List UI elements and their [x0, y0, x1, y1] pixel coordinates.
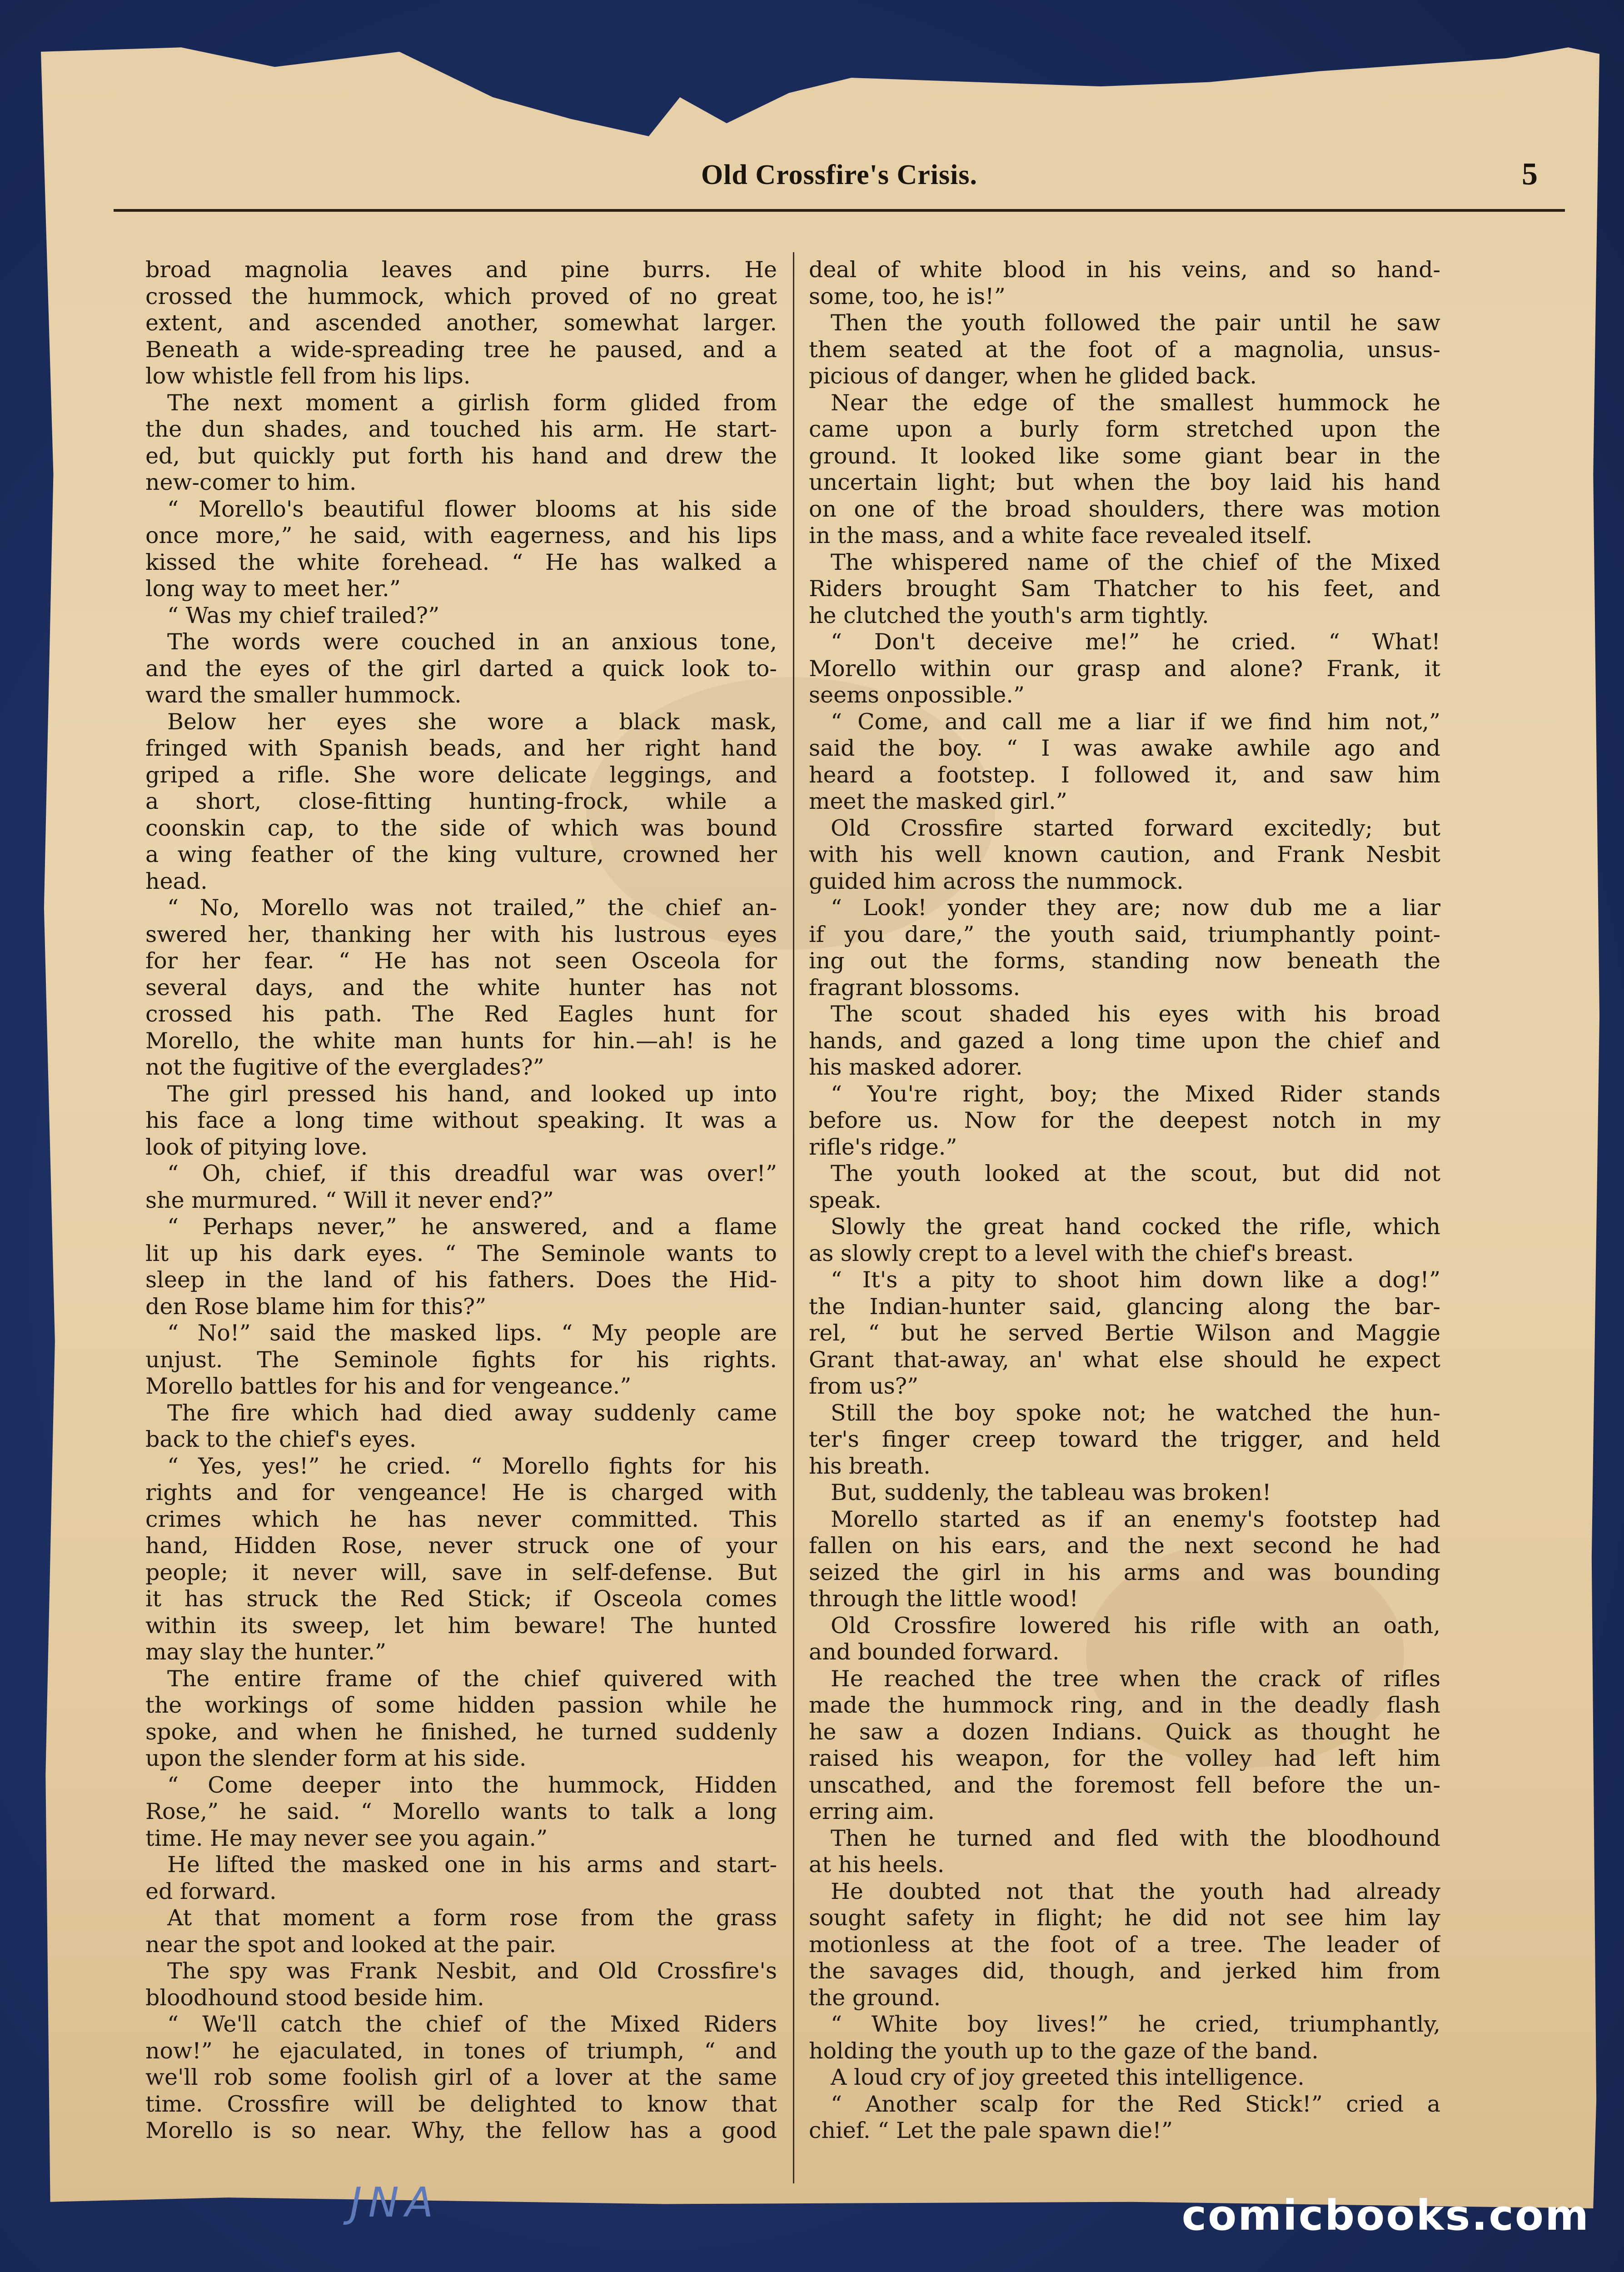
text-line: rights and for vengeance! He is charged with	[145, 1480, 777, 1505]
text-column-left	[145, 257, 777, 2183]
text-line: “ We'll catch the chief of the Mixed Riders	[167, 2011, 777, 2037]
text-line: kissed the white forehead. “ He has walked a	[145, 549, 777, 575]
text-line: “ No, Morello was not trailed,” the chief an-	[167, 895, 777, 921]
text-line: coonskin cap, to the side of which was bound	[145, 815, 777, 841]
text-line: ground. It looked like some giant bear in the	[809, 443, 1440, 469]
text-line: sought safety in flight; he did not see him lay	[809, 1905, 1440, 1931]
text-line: “ Yes, yes!” he cried. “ Morello fights for his	[167, 1453, 777, 1479]
text-line: ter's finger creep toward the trigger, and held	[809, 1426, 1440, 1452]
body-text	[145, 257, 1450, 2183]
text-line: head.	[145, 868, 208, 894]
text-line: the dun shades, and touched his arm. He start-	[145, 416, 777, 442]
text-line: fallen on his ears, and the next second he had	[809, 1533, 1440, 1559]
text-line: long way to meet her.”	[145, 576, 401, 602]
text-line: heard a footstep. I followed it, and saw him	[809, 762, 1440, 788]
text-line: through the little wood!	[809, 1586, 1079, 1612]
text-line: may slay the hunter.”	[145, 1639, 387, 1665]
text-line: crossed his path. The Red Eagles hunt for	[145, 1001, 777, 1027]
text-line: den Rose blame him for this?”	[145, 1293, 487, 1320]
text-line: “ White boy lives!” he cried, triumphantly,	[831, 2011, 1440, 2037]
text-line: The scout shaded his eyes with his broad	[831, 1001, 1440, 1027]
text-line: once more,” he said, with eagerness, and his lips	[145, 523, 777, 548]
text-line: sleep in the land of his fathers. Does the Hid-	[145, 1267, 777, 1293]
text-line: holding the youth up to the gaze of the band.	[809, 2038, 1319, 2064]
text-line: on one of the broad shoulders, there was motion	[809, 496, 1440, 522]
text-line: the ground.	[809, 1984, 941, 2011]
text-line: Old Crossfire started forward excitedly; but	[831, 815, 1440, 841]
text-line: his face a long time without speaking. It was a	[145, 1107, 777, 1133]
text-line: she murmured. “ Will it never end?”	[145, 1187, 554, 1213]
text-line: a wing feather of the king vulture, crowned her	[145, 842, 777, 867]
text-line: erring aim.	[809, 1799, 935, 1824]
text-line: raised his weapon, for the volley had left him	[809, 1745, 1440, 1771]
text-line: made the hummock ring, and in the deadly flash	[809, 1692, 1440, 1718]
text-line: back to the chief's eyes.	[145, 1426, 417, 1452]
text-line: them seated at the foot of a magnolia, unsus-	[809, 336, 1440, 363]
text-line: time. He may never see you again.”	[145, 1825, 548, 1851]
text-line: it has struck the Red Stick; if Osceola comes	[145, 1586, 777, 1612]
text-line: extent, and ascended another, somewhat larger.	[145, 310, 777, 336]
text-line: Below her eyes she wore a black mask,	[167, 708, 777, 735]
text-line: low whistle fell from his lips.	[145, 363, 471, 389]
text-line: in the mass, and a white face revealed itself.	[809, 523, 1313, 548]
text-line: Morello battles for his and for vengeance.”	[145, 1373, 632, 1399]
text-line: The next moment a girlish form glided from	[167, 389, 777, 416]
text-line: for her fear. “ He has not seen Osceola for	[145, 948, 777, 974]
text-line: The fire which had died away suddenly came	[167, 1400, 777, 1426]
text-line: fragrant blossoms.	[809, 974, 1021, 1001]
text-line: A loud cry of joy greeted this intelligence.	[831, 2064, 1305, 2090]
text-line: picious of danger, when he glided back.	[809, 363, 1257, 389]
page-header	[114, 150, 1565, 214]
text-line: “ Come, and call me a liar if we find him not,”	[831, 708, 1440, 735]
text-line: “ Look! yonder they are; now dub me a liar	[831, 895, 1440, 921]
text-line: lit up his dark eyes. “ The Seminole wants to	[145, 1240, 777, 1266]
text-line: bloodhound stood beside him.	[145, 1984, 484, 2011]
text-line: Morello is so near. Why, the fellow has a good	[145, 2118, 777, 2143]
text-line: But, suddenly, the tableau was broken!	[831, 1480, 1271, 1505]
text-line: if you dare,” the youth said, triumphantly point-	[809, 921, 1440, 947]
text-line: “ Morello's beautiful flower blooms at his side	[167, 496, 777, 522]
text-line: and bounded forward.	[809, 1639, 1060, 1665]
text-line: The whispered name of the chief of the Mixed	[831, 549, 1440, 575]
text-line: The youth looked at the scout, but did not	[831, 1161, 1440, 1186]
column-rule	[793, 252, 794, 2183]
text-line: Riders brought Sam Thatcher to his feet, and	[809, 576, 1440, 602]
text-line: The spy was Frank Nesbit, and Old Crossfire's	[167, 1958, 777, 1984]
text-line: spoke, and when he finished, he turned suddenly	[145, 1719, 777, 1745]
text-line: “ Perhaps never,” he answered, and a flame	[167, 1214, 777, 1240]
text-line: “ It's a pity to shoot him down like a dog!”	[831, 1267, 1440, 1293]
text-line: The entire frame of the chief quivered with	[167, 1665, 777, 1692]
text-line: crossed the hummock, which proved of no great	[145, 283, 777, 309]
text-line: several days, and the white hunter has not	[145, 974, 777, 1001]
text-line: Then he turned and fled with the bloodhound	[831, 1825, 1440, 1851]
running-title: Old Crossfire's Crisis.	[701, 159, 977, 190]
text-line: “ Another scalp for the Red Stick!” cried a	[831, 2091, 1440, 2117]
text-line: ed, but quickly put forth his hand and drew the	[145, 443, 777, 469]
text-line: the workings of some hidden passion while he	[145, 1692, 777, 1718]
handwritten-initials: JNA	[350, 2179, 440, 2227]
text-line: hand, Hidden Rose, never struck one of your	[145, 1533, 777, 1559]
text-line: unjust. The Seminole fights for his rights.	[145, 1346, 777, 1373]
header-rule	[114, 209, 1565, 212]
text-line: “ No!” said the masked lips. “ My people are	[167, 1320, 777, 1346]
text-line: Then the youth followed the pair until he saw	[831, 310, 1440, 336]
text-line: ed forward.	[145, 1878, 277, 1904]
text-line: motionless at the foot of a tree. The leader of	[809, 1931, 1440, 1958]
text-line: before us. Now for the deepest notch in my	[809, 1107, 1440, 1133]
text-line: swered her, thanking her with his lustrous eyes	[145, 921, 777, 947]
text-line: as slowly crept to a level with the chief's breast.	[809, 1240, 1354, 1266]
text-line: near the spot and looked at the pair.	[145, 1931, 557, 1958]
text-line: The girl pressed his hand, and looked up into	[167, 1081, 777, 1107]
text-line: “ You're right, boy; the Mixed Rider stands	[831, 1081, 1440, 1107]
text-line: chief. “ Let the pale spawn die!”	[809, 2118, 1173, 2143]
text-line: seems onpossible.”	[809, 682, 1025, 708]
text-line: some, too, he is!”	[809, 283, 1006, 309]
text-line: deal of white blood in his veins, and so hand-	[809, 257, 1440, 283]
text-line: Still the boy spoke not; he watched the hun-	[831, 1400, 1440, 1426]
text-line: unscathed, and the foremost fell before the un-	[809, 1772, 1440, 1798]
text-line: rifle's ridge.”	[809, 1134, 957, 1160]
text-line: “ Oh, chief, if this dreadful war was over!”	[167, 1161, 777, 1186]
text-line: within its sweep, let him beware! The hunted	[145, 1612, 777, 1639]
text-line: Morello within our grasp and alone? Frank, it	[809, 655, 1440, 682]
text-line: we'll rob some foolish girl of a lover at the same	[145, 2064, 777, 2090]
text-line: seized the girl in his arms and was bounding	[809, 1559, 1440, 1585]
text-line: the Indian-hunter said, glancing along the bar-	[809, 1293, 1440, 1320]
text-line: guided him across the nummock.	[809, 868, 1184, 894]
text-line: from us?”	[809, 1373, 919, 1399]
text-column-right	[809, 257, 1440, 2183]
text-line: upon the slender form at his side.	[145, 1745, 527, 1771]
text-line: Morello started as if an enemy's footstep had	[831, 1506, 1440, 1532]
text-line: Slowly the great hand cocked the rifle, which	[831, 1214, 1440, 1240]
text-line: broad magnolia leaves and pine burrs. He	[145, 257, 777, 283]
page-number: 5	[1522, 157, 1538, 192]
text-line: said the boy. “ I was awake awhile ago and	[809, 735, 1440, 761]
text-line: ing out the forms, standing now beneath the	[809, 948, 1440, 974]
text-line: “ Don't deceive me!” he cried. “ What!	[831, 629, 1440, 655]
text-line: Grant that-away, an' what else should he expect	[809, 1346, 1440, 1373]
text-line: fringed with Spanish beads, and her right hand	[145, 735, 777, 761]
text-line: not the fugitive of the everglades?”	[145, 1054, 544, 1080]
text-line: The words were couched in an anxious tone,	[167, 629, 777, 655]
text-line: his breath.	[809, 1453, 931, 1479]
text-line: time. Crossfire will be delighted to know that	[145, 2091, 777, 2117]
text-line: uncertain light; but when the boy laid his hand	[809, 469, 1440, 495]
text-line: he saw a dozen Indians. Quick as thought he	[809, 1719, 1440, 1745]
text-line: “ Was my chief trailed?”	[167, 602, 440, 628]
text-line: crimes which he has never committed. This	[145, 1506, 777, 1532]
text-line: hands, and gazed a long time upon the chief and	[809, 1027, 1440, 1054]
text-line: He lifted the masked one in his arms and start-	[167, 1852, 777, 1878]
text-line: Old Crossfire lowered his rifle with an oath,	[831, 1612, 1440, 1639]
text-line: He reached the tree when the crack of rifles	[831, 1665, 1440, 1692]
text-line: griped a rifle. She wore delicate leggings, and	[145, 762, 777, 788]
text-line: Beneath a wide-spreading tree he paused, and a	[145, 336, 777, 363]
text-line: he clutched the youth's arm tightly.	[809, 602, 1209, 628]
text-line: rel, “ but he served Bertie Wilson and Maggie	[809, 1320, 1440, 1346]
text-line: the savages did, though, and jerked him from	[809, 1958, 1440, 1984]
text-line: people; it never will, save in self-defense. But	[145, 1559, 777, 1585]
text-line: meet the masked girl.”	[809, 788, 1067, 814]
text-line: Rose,” he said. “ Morello wants to talk a long	[145, 1799, 777, 1824]
text-line: speak.	[809, 1187, 882, 1213]
text-line: now!” he ejaculated, in tones of triumph, “ and	[145, 2038, 777, 2064]
text-line: a short, close-fitting hunting-frock, while a	[145, 788, 777, 814]
text-line: Near the edge of the smallest hummock he	[831, 389, 1440, 416]
watermark: comicbooks.com	[1181, 2191, 1590, 2240]
text-line: ward the smaller hummock.	[145, 682, 462, 708]
text-line: with his well known caution, and Frank Nesbit	[809, 842, 1440, 867]
text-line: “ Come deeper into the hummock, Hidden	[167, 1772, 777, 1798]
text-line: At that moment a form rose from the grass	[167, 1905, 777, 1931]
text-line: came upon a burly form stretched upon the	[809, 416, 1440, 442]
text-line: new-comer to him.	[145, 469, 357, 495]
text-line: Morello, the white man hunts for hin.—ah! is he	[145, 1027, 777, 1054]
text-line: his masked adorer.	[809, 1054, 1023, 1080]
text-line: He doubted not that the youth had already	[831, 1878, 1440, 1904]
text-line: at his heels.	[809, 1852, 945, 1878]
text-line: and the eyes of the girl darted a quick look to-	[145, 655, 777, 682]
text-line: look of pitying love.	[145, 1134, 368, 1160]
